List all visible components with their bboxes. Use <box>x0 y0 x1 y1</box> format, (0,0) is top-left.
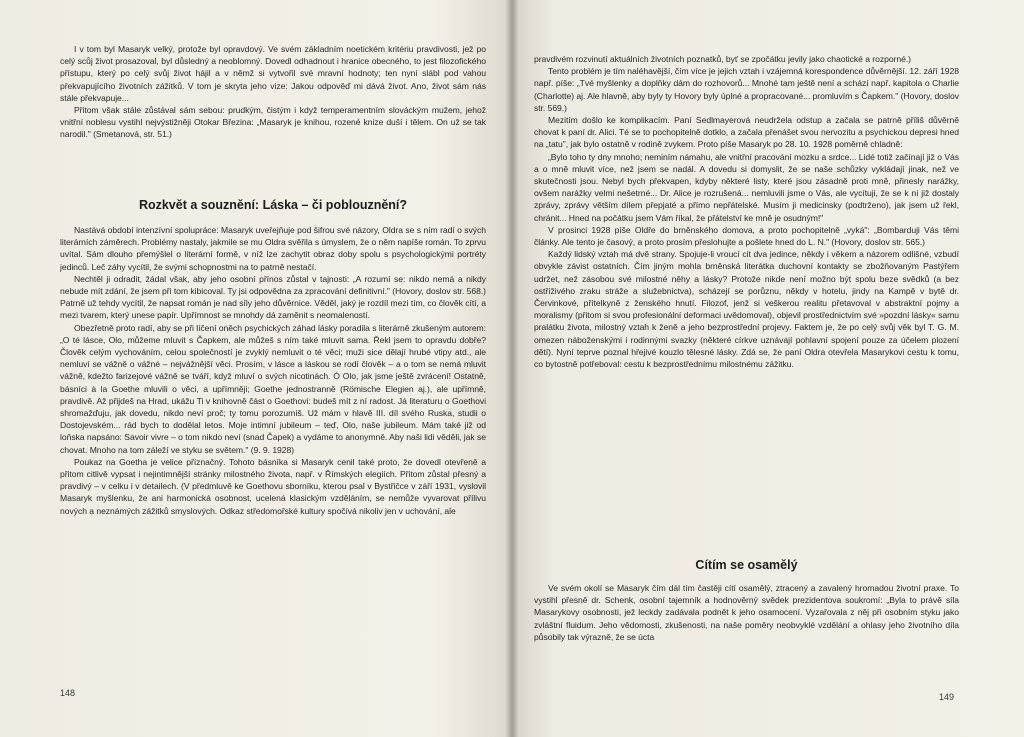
paragraph: pravdivém rozvinutí aktuálních životních poznatků, byť se zpočátku jevily jako chaotické a rozporné.) <box>534 54 911 64</box>
right-page <box>512 0 1024 737</box>
section-heading: Rozkvět a souznění: Láska – či poblouznění? <box>138 198 408 212</box>
paragraph: Obezřetně proto radí, aby se při líčení oněch psychických záhad lásky poradila s literárně zkušeným autorem: „O té lásce, Olo, můžeme mluvit s Čapkem, ale můžeš s ním také mluvit sama. Řekl jsem to opravdu dobře? Člověk celým vychováním, celou společností je zvyklý nemluvit o té věci; muži sice dělají hrubé vtipy atd., ale nemluví se vážně o vážné – nejvážnější věci. Prosím, v lásce a láskou se rodí člověk – a o tom se nemá mluvit vážně, kdežto farizejové vážně se tváří, když mluví o svých nicotinách. Ó Olo, jak jsme ještě zvrácení! Ostatně, básníci à la Goethe mluvili o věci, a upřímněji; Goethe jednostranně (Römische Elegien aj.), ale upřímně, pravdivě. Až přijdeš na Hrad, ukážu Ti v knihovně část o Goethovi: budeš mít z ní radost. Já literaturu o Goethovi shromažďuju, jak dovedu, nikdo neví proč; ty tomu porozumíš. Už mám v hlavě III. díl svého Ruska, studii o Dostojevském... rád bych to dodělal letos. Moje intimní jubileum – teď, Olo, naše jubileum. Mám také již od loňska napsáno: Savoir vivre – o tom nikdo neví (snad Čapek) a vydáme to anonymně. Aby naši lidi věděli, jak se chovat. Mnoho na tom záleží ve styku se světem." (9. 9. 1928) <box>60 322 486 455</box>
paragraph: Každý lidský vztah má dvě strany. Spojuje-li vroucí cit dva jedince, někdy i věkem a názorem odlišné, vzbudí obvykle závist ostatních. Čím jiným mohla brněnská literátka duchovní kontakty se zbožňovaným Pastýřem udržet, než zásobou své milostné něhy a lásky? Protože nikde není možno být spolu beze svědků (a bez ostříživého zraku stráže a služebnictva), scházejí se porůznu, někdy v hotelu, jindy na Kampě v bytě dr. Červinkové, přítelkyně z ženského hnutí. Filozof, jenž si veškerou realitu přetavoval v abstraktní pojmy a moralismy (přitom si svou profesionální deformaci uvědomoval), objevil prostřednictvím své »pozdní lásky« samu pralátku života, milostný vztah k ženě a jeho bezprostřední projevy. Faktem je, že po celý svůj věk byl T. G. M. omezen náboženskými i rodinnými svazky (některé církve uznávají pohlavní spojení pouze za účelem plození dětí). Nyní teprve poznal hřejivé kouzlo tělesné lásky. Zdá se, že paní Oldra otevřela Masarykovi cestu k tomu, co bytostně potřeboval: cestu k bezprostřednímu milostnému zážitku. <box>534 249 959 370</box>
paragraph: „Bylo toho ty dny mnoho; neminím námahu, ale vnitřní pracování mozku a srdce... Lidé totiž začínají již o Vás a o mně mluvit více, než jsem se nadál. A dovedu si domyslit, že se naše schůzky vykládají jinak, než ve skutečnosti jsou. Nebyl bych překvapen, kdyby některé listy, které jsou zásadně proti mně, přinesly narážky, ovšem narážky velmi nešetrné... Dr. Alice je rozrušená... nemluvili jsme o Vás, ale vycítuji, že se k ní již dostaly zprávy, zprávy větším dílem přepjaté a přímo nepřátelské. Musím ji medicinsky (podtrženo), jak jsem už řekl, chránit... Hned na počátku jsem Vám říkal, že přátelství ke mně je osudným!" <box>534 151 959 223</box>
book-gutter <box>505 0 519 737</box>
paragraph: Nastává období intenzívní spolupráce: Masaryk uveřejňuje pod šifrou své názory, Oldra se s ním radí o svých literárních záměrech. Problémy nastaly, jakmile se mu Oldra svěřila s úmyslem, že o něm napíše román. To zprvu uvítal. Sám dlouho přemýšlel o literární formě, v níž lze zachytit obraz doby spolu s psychologickými portréty jedinců. Leč záhy vycítil, že svými schopnostmi na to patrně nestačí. <box>60 225 486 272</box>
paragraph: Mezitím došlo ke komplikacím. Paní Sedlmayerová neudržela odstup a začala se patrně příliš důvěrně chovat k paní dr. Alici. Té se to pochopitelně dotklo, a začala přenášet svou nervozitu a psychickou depresi hned na „tatu", jak bylo ostatně v rodině zvykem. Proto píše Masaryk po 28. 10. 1928 poměrně chladně: <box>534 115 959 150</box>
paragraph: Přitom však stále zůstával sám sebou: prudkým, čistým i když temperamentním slováckým mužem, jehož vnitřní noblesu vystihl nejvýstižněji Otokar Březina: „Masaryk je knihou, rozené knize duší i tělem. On už se tak narodil." (Smetanová, str. 51.) <box>60 105 486 140</box>
section-heading: Cítím se osamělý <box>695 558 798 572</box>
paragraph: Poukaz na Goetha je velice příznačný. Tohoto básníka si Masaryk cenil také proto, že dovedl otevřeně a přitom citlivě vypsat i nejintimnější stránky milostného života, např. v Římských elegiích. Přitom zůstal přesný a pravdivý – v celku i v detailech. (V předmluvě ke Goethovu sborníku, kterou psal v Bystřičce v září 1931, vyslovil Masaryk myšlenku, že ani harmonická osobnost, ucelená klasickým vzděláním, se nemůže vyvarovat přílivu nových a neznámých zážitků smyslových. Odkaz středomořské kultury spočívá nikoliv jen v uchování, ale <box>60 456 486 516</box>
right-body-text <box>534 53 959 370</box>
paragraph: I v tom byl Masaryk velký, protože byl opravdový. Ve svém základním noetickém kritériu pravdivosti, jež po celý scůj život prosazoval, byl důsledný a neoblomný. Dovedl odhadnout i hranice obecného, to jest filozofického přístupu, který po celý svůj život hájil a v němž si vytvořil své mravní hodnoty; ten nyní slábl pod vahou překvapujícího životních zážitků. V tom je skryta jeho vize: Jakou odpověď mi dává život. Ano, život sám nás stále překvapuje... <box>60 44 486 103</box>
paragraph: Nechtěl ji odradit, žádal však, aby jeho osobní přínos zůstal v tajnosti: „A rozumí se: nikdo nemá a nikdy nebude mít zdání, že jsem při tom kibicoval. Ty jsi odpovědna za zpracování definitivní." (Hovory, doslov str. 568.) Patrně už tehdy vycítil, že napsat román je nad síly jeho důvěrnice. Věděl, jaký je rozdíl mezi tím, co člověk cítí, a mezi tvarem, který unese papír. Upřímnost se mnohdy dá zaměnit s neomaleností. <box>60 273 486 321</box>
right-body-bottom-text <box>534 582 959 643</box>
page-number: 148 <box>60 688 76 698</box>
paragraph: V prosinci 1928 píše Oldře do brněnského domova, a proto pochopitelně „vyká": „Bombarduji Vás těmi články. Ale tento je časový, a proto prosím přeslohujte a pošlete hned do L. N." (Hovory, doslov str. 565.) <box>534 224 959 248</box>
page-number: 149 <box>939 692 955 702</box>
paragraph: Tento problém je tím naléhavější, čím více je jejich vztah i vzájemná korespondence důvěrnější. 12. září 1928 např. píše: „Tvé myšlenky a doplňky dám do rozhovorů... Mnohé tam ještě není a schází např. kapitola o Charlie (Charlotte) aj. Ale hlavně, aby byly ty Hovory byly úplné a propracované... promluvím s Čapkem." (Hovory, doslov str. 569.) <box>534 66 959 113</box>
left-intro-text <box>60 43 486 141</box>
left-body-text <box>60 224 486 517</box>
paragraph: Ve svém okolí se Masaryk čím dál tím častěji cítí osamělý, ztracený a zavalený hromadou životní praxe. To vystihl přesně dr. Schenk, osobní tajemník a hodnověrný svědek prezidentova soukromí: „Byla to právě síla Masarykovy osobnosti, jež leckdy zadávala podnět k jeho osamocení. Vyzařovala z něj při osobním styku jako zvláštní fluidum. Jeho vědomosti, zkušenosti, na naše poměry neobvyklé vzdělání a ohlasy jeho životního díla působily tak výrazně, že se úcta <box>534 583 959 642</box>
